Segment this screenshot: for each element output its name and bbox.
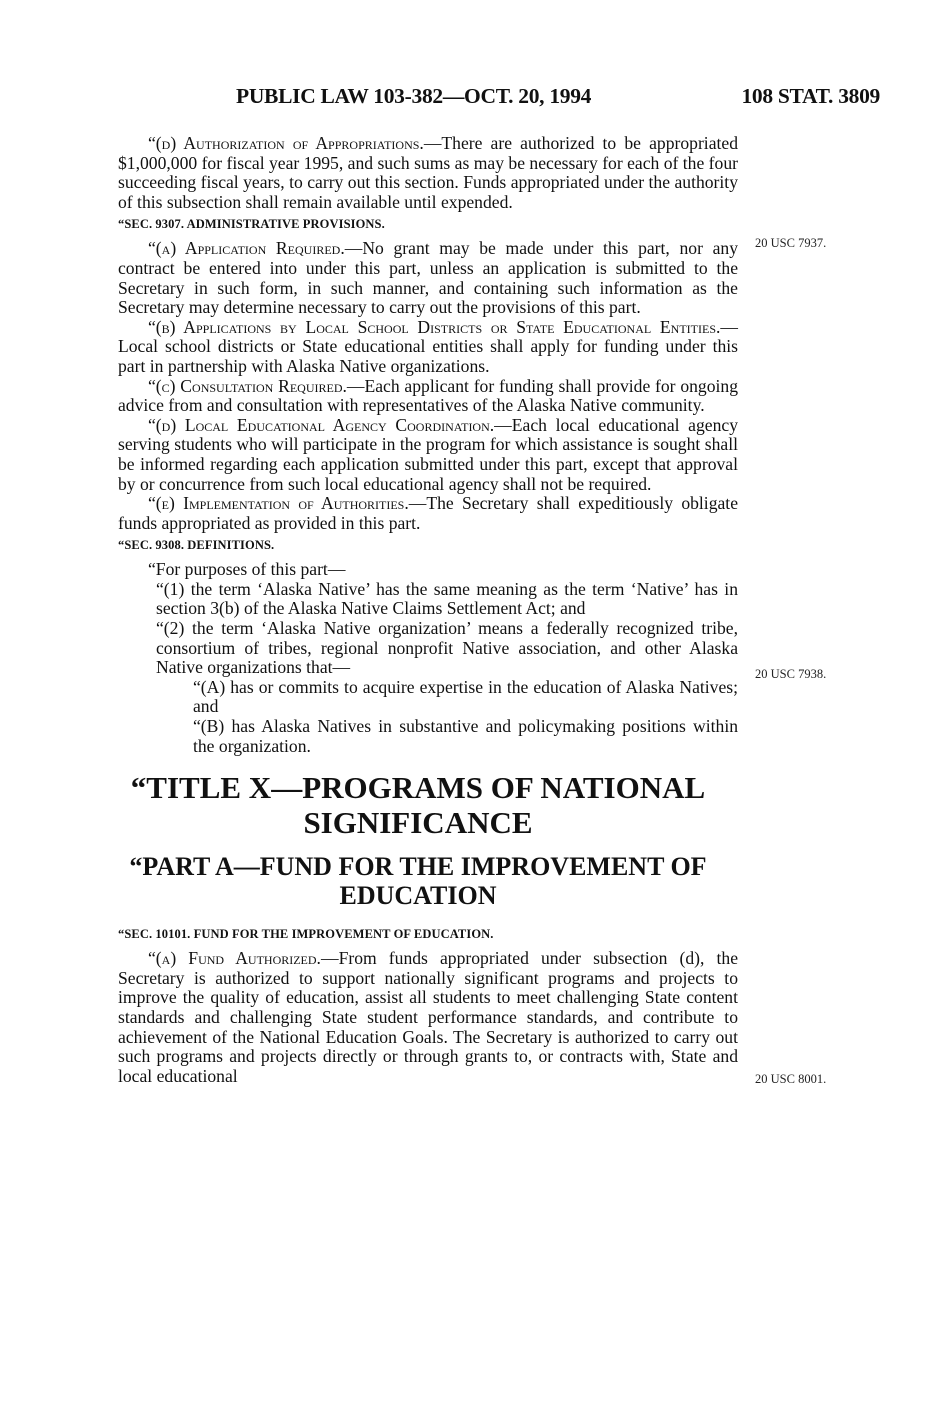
paragraph-text: —There are authorized to be appropriated $1,000,000 for fiscal year 1995, and such sums as may be necessary for each of the four succeeding fiscal years, to carry out this section. Funds appropriated under the authority of this subsection shall remain available until expended.	[118, 133, 739, 212]
paragraph-heading: “(c) Consultation Required.	[148, 375, 347, 396]
paragraph-application-required	[118, 239, 738, 317]
paragraph-heading: “(e) Implementation of Authorities.	[148, 493, 409, 514]
paragraph-text: —Each local educational agency serving students who will participate in the program for which assistance is sought shall be informed regarding each application submitted under this part, except that approval by or concurrence from such local educational agency shall not be required.	[118, 414, 738, 494]
paragraph-heading: “(a) Fund Authorized.	[148, 948, 321, 969]
paragraph-heading: “(a) Application Required.	[148, 238, 345, 259]
title-x-heading: “TITLE X—PROGRAMS OF NATIONAL SIGNIFICANCE	[130, 770, 706, 841]
statute-page-number: 108 STAT. 3809	[741, 84, 880, 108]
usc-margin-note-8001: 20 USC 8001.	[755, 1072, 827, 1086]
definition-alaska-native: “(1) the term ‘Alaska Native’ has the same meaning as the term ‘Native’ has in section 3(b) of the Alaska Native Claims Settlement Act; and	[156, 578, 738, 619]
paragraph-applications-by-local-districts	[118, 318, 738, 377]
paragraph-text: —Local school districts or State educational entities shall apply for funding under this part in partnership with Alaska Native organizations.	[118, 316, 738, 376]
paragraph-lea-coordination	[118, 416, 738, 494]
paragraph-authorization-of-appropriations	[118, 134, 738, 212]
paragraph-text: —The Secretary shall expeditiously obligate funds appropriated as provided in this part.	[118, 493, 739, 533]
section-heading-10101: “SEC. 10101. FUND FOR THE IMPROVEMENT OF EDUCATION.	[118, 927, 494, 942]
paragraph-consultation-required	[118, 377, 738, 416]
definition-clause-b: “(B) has Alaska Natives in substantive and policymaking positions within the organization.	[193, 716, 738, 756]
usc-margin-note-7937: 20 USC 7937.	[755, 236, 827, 250]
paragraph-text: —No grant may be made under this part, nor any contract be entered into under this part, unless an application is submitted to the Secretary in such form, in such manner, and containing such information as the Secretary may determine necessary to carry out the provisions of this part.	[118, 238, 738, 318]
part-a-heading: “PART A—FUND FOR THE IMPROVEMENT OF EDUCATION	[129, 852, 707, 911]
paragraph-heading: “(b) Applications by Local School Districts or State Educational Entities.	[148, 316, 721, 337]
section-heading-9307: “SEC. 9307. ADMINISTRATIVE PROVISIONS.	[118, 217, 385, 232]
definitions-intro: “For purposes of this part—	[148, 559, 346, 580]
page-header	[118, 84, 880, 114]
paragraph-text: —From funds appropriated under subsection (d), the Secretary is authorized to support nationally significant programs and projects to improve the quality of education, assist all students to meet challenging State content standards and challenging State student performance standards, and contribute to achievement of the National Education Goals. The Secretary is authorized to carry out such programs and projects directly or through grants to, or contracts with, State and local educational	[118, 948, 739, 1086]
paragraph-fund-authorized	[118, 949, 738, 1086]
usc-margin-note-7938: 20 USC 7938.	[755, 667, 827, 681]
section-heading-9308: “SEC. 9308. DEFINITIONS.	[118, 538, 275, 553]
document-body	[118, 134, 738, 1086]
definition-alaska-native-organization: “(2) the term ‘Alaska Native organization’ means a federally recognized tribe, consortium of tribes, regional nonprofit Native association, and other Alaska Native organizations that—	[156, 618, 738, 678]
paragraph-heading: “(d) Authorization of Appropriations.	[148, 133, 424, 153]
paragraph-text: —Each applicant for funding shall provide for ongoing advice from and consultation with representatives of the Alaska Native community.	[118, 375, 738, 416]
paragraph-implementation-of-authorities	[118, 494, 738, 533]
paragraph-heading: “(d) Local Educational Agency Coordination.	[148, 414, 495, 435]
public-law-citation: PUBLIC LAW 103-382—OCT. 20, 1994	[236, 84, 592, 108]
definition-clause-a: “(A) has or commits to acquire expertise in the education of Alaska Natives; and	[193, 676, 738, 717]
